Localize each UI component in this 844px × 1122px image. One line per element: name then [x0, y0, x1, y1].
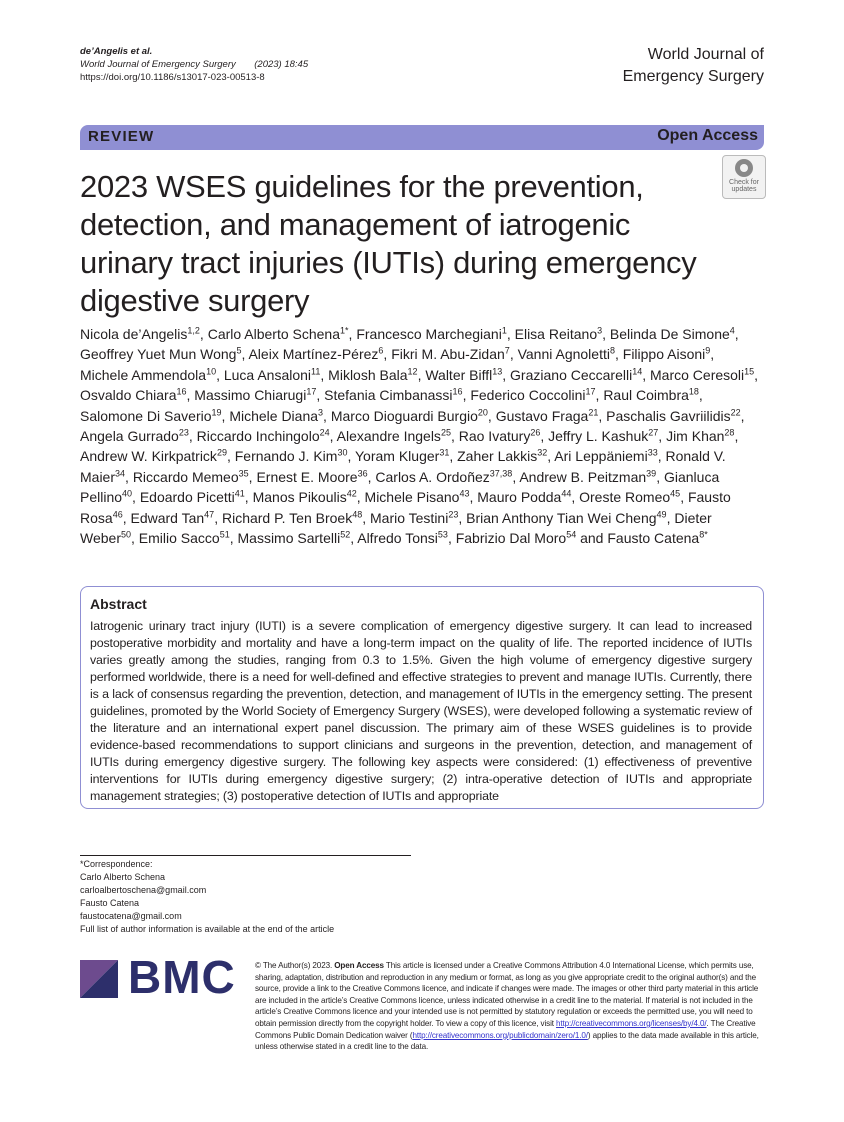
author-affiliation: 4	[729, 325, 735, 336]
citation-doi[interactable]: https://doi.org/10.1186/s13017-023-00513-8	[80, 72, 265, 83]
author-affiliation: 28	[724, 427, 735, 438]
license-part-2: . The Creative Commons Public Domain Dedication waiver (	[255, 1018, 756, 1040]
author-item[interactable]	[256, 469, 367, 485]
author-item[interactable]	[610, 326, 735, 342]
author-affiliation: 42	[346, 488, 357, 499]
author-name: Stefania Cimbanassi	[324, 387, 453, 404]
author-item[interactable]	[235, 448, 348, 464]
abstract-heading: Abstract	[90, 596, 147, 612]
article-type-banner	[80, 125, 764, 150]
journal-name-line2: Emergency Surgery	[622, 68, 764, 85]
author-affiliation: 32	[537, 447, 548, 458]
correspondence-email-1[interactable]: carloalbertoschena@gmail.com	[80, 884, 207, 895]
author-affiliation: 40	[122, 488, 133, 499]
author-affiliation: 19	[211, 406, 222, 417]
author-item[interactable]	[238, 530, 351, 546]
author-affiliation: 16	[452, 386, 463, 397]
license-link-cc-by[interactable]: http://creativecommons.org/licenses/by/4.0/	[556, 1018, 707, 1028]
correspondence-name-1: Carlo Alberto Schena	[80, 871, 166, 882]
author-name: Oreste Romeo	[579, 489, 671, 506]
author-affiliation: 29	[216, 447, 227, 458]
check-for-updates-icon	[735, 159, 753, 177]
author-name: Vanni Agnoletti	[517, 346, 610, 363]
author-name: Gustavo Fraga	[495, 407, 589, 424]
author-name: Ernest E. Moore	[256, 468, 358, 485]
author-affiliation: 34	[115, 468, 126, 479]
author-name: Walter Biffl	[425, 366, 493, 383]
author-item[interactable]	[496, 408, 599, 424]
author-list: Nicola de’Angelis$^{1,2}$, Carlo Alberto Schena$^{1*}$, Francesco Marchegiani$^1$, Elisa Reitano$^3$, Belinda De Simone$^4$, Geoffrey Yuet Mun Wong$^5$, Aleix Martínez‑Pérez$^6$, Fikri M. Abu‑Zidan$^7$, Vanni Agnoletti$^8$, Filippo Aisoni$^9$, Michele Ammendola$^{10}$, Luca Ansaloni$^{11}$, Miklosh Bala$^{12}$, Walter Biffl$^{13}$, Graziano Ceccarelli$^{14}$, Marco Ceresoli$^{15}$, Osvaldo Chiara$^{16}$, Massimo Chiarugi$^{17}$, Stefania Cimbanassi$^{16}$, Federico Coccolini$^{17}$, Raul Coimbra$^{18}$, Salomone Di Saverio$^{19}$, Michele Diana$^3$, Marco Dioguardi Burgio$^{20}$, Gustavo Fraga$^{21}$, Paschalis Gavriilidis$^{22}$, Angela Gurrado$^{23}$, Riccardo Inchingolo$^{24}$, Alexandre Ingels$^{25}$, Rao Ivatury$^{26}$, Jeffry L. Kashuk$^{27}$, Jim Khan$^{28}$, Andrew W. Kirkpatrick$^{29}$, Fernando J. Kim$^{30}$, Yoram Kluger$^{31}$, Zaher Lakkis$^{32}$, Ari Leppäniemi$^{33}$, Ronald V. Maier$^{34}$, Riccardo Memeo$^{35}$, Ernest E. Moore$^{36}$, Carlos A. Ordoñez$^{37,38}$, Andrew B. Peitzman$^{39}$, Gianluca Pellino$^{40}$, Edoardo Picetti$^{41}$, Manos Pikoulis$^{42}$, Michele Pisano$^{43}$, Mauro Podda$^{44}$, Oreste Romeo$^{45}$, Fausto Rosa$^{46}$, Edward Tan$^{47}$, Richard P. Ten Broek$^{48}$, Mario Testini$^{23}$, Brian Anthony Tian Wei Cheng$^{49}$, Dieter Weber$^{50}$, Emilio Sacco$^{51}$, Massimo Sartelli$^{52}$, Alfredo Tonsi$^{53}$, Fabrizio Dal Moro$^{54}$ and Fausto Catena$^{8*}$	[80, 325, 759, 547]
author-affiliation: 8*	[699, 529, 708, 540]
author-item[interactable]	[459, 428, 541, 444]
author-item[interactable]	[375, 469, 512, 485]
author-name: Fausto Rosa	[80, 489, 731, 526]
article-type-label: REVIEW	[88, 128, 155, 145]
author-name: Filippo Aisoni	[622, 346, 706, 363]
citation-journal-name: World Journal of Emergency Surgery	[80, 59, 236, 70]
author-item[interactable]	[80, 367, 216, 383]
author-name: Gianluca Pellino	[80, 468, 720, 506]
correspondence-label: *Correspondence:	[80, 859, 153, 869]
author-item[interactable]	[470, 387, 595, 403]
footnote-divider	[80, 855, 411, 856]
author-name: Ronald V. Maier	[80, 448, 726, 485]
author-name: Jeffry L. Kashuk	[548, 428, 649, 445]
author-affiliation: 5	[236, 345, 242, 356]
author-item[interactable]	[607, 530, 707, 546]
author-item[interactable]	[194, 387, 316, 403]
bmc-logo-icon-part	[80, 960, 118, 998]
author-affiliation: 18	[688, 386, 699, 397]
author-item[interactable]	[650, 367, 754, 383]
author-name: Michele Pisano	[364, 489, 460, 506]
author-item[interactable]	[457, 448, 547, 464]
author-affiliation: 39	[646, 468, 657, 479]
author-item[interactable]	[518, 346, 615, 362]
author-item[interactable]	[357, 530, 448, 546]
license-link-cc-zero[interactable]: http://creativecommons.org/publicdomain/zero/1.0/	[412, 1030, 588, 1040]
citation-year-volume: (2023) 18:45	[254, 59, 309, 70]
author-item[interactable]	[80, 326, 200, 342]
author-item[interactable]	[365, 489, 470, 505]
citation-journal	[80, 58, 308, 71]
author-name: Massimo Sartelli	[237, 530, 341, 547]
author-name: Marco Ceresoli	[650, 366, 745, 383]
author-name: Edoardo Picetti	[139, 489, 235, 506]
author-name: Brian Anthony Tian Wei Cheng	[466, 509, 657, 526]
author-name: Mario Testini	[370, 509, 449, 526]
author-item[interactable]	[337, 428, 451, 444]
author-affiliation: 15	[744, 366, 755, 377]
correspondence-name-2: Fausto Catena	[80, 897, 140, 908]
author-name: Yoram Kluger	[355, 448, 440, 465]
author-item[interactable]	[623, 346, 711, 362]
license-part-3: ) applies to the data made available in this article, unless otherwise stated in a credit line to the data.	[255, 1030, 759, 1052]
author-name: Carlos A. Ordoñez	[375, 468, 490, 485]
author-item[interactable]	[554, 448, 657, 464]
author-item[interactable]	[80, 408, 222, 424]
author-name: Dieter Weber	[80, 509, 712, 547]
citation-block	[80, 45, 308, 84]
author-affiliation: 31	[439, 447, 450, 458]
author-item[interactable]	[253, 489, 357, 505]
author-affiliation: 12	[407, 366, 418, 377]
author-affiliation: 17	[306, 386, 317, 397]
author-affiliation: 41	[234, 488, 245, 499]
author-affiliation: 24	[319, 427, 330, 438]
author-item[interactable]	[139, 530, 230, 546]
author-affiliation: 17	[585, 386, 596, 397]
author-item[interactable]	[456, 530, 577, 546]
bmc-logo-text: BMC	[128, 951, 236, 1003]
author-item[interactable]	[579, 489, 680, 505]
author-affiliation: 1*	[340, 325, 349, 336]
author-name: Salomone Di Saverio	[80, 407, 212, 424]
author-affiliation: 37,38	[489, 468, 513, 479]
author-name: Riccardo Memeo	[132, 468, 239, 485]
author-info-note: Full list of author information is available at the end of the article	[80, 923, 335, 934]
license-copyright: © The Author(s) 2023.	[255, 961, 333, 970]
author-affiliation: 3	[318, 406, 324, 417]
author-affiliation: 8	[609, 345, 615, 356]
author-affiliation: 23	[448, 509, 459, 519]
author-item[interactable]	[324, 387, 462, 403]
author-affiliation: 53	[437, 529, 448, 540]
author-affiliation: 49	[656, 509, 667, 519]
author-affiliation: 46	[112, 509, 123, 519]
author-name: Fabrizio Dal Moro	[455, 530, 567, 547]
author-item[interactable]	[133, 469, 249, 485]
author-name: Fausto Catena	[607, 530, 700, 547]
author-item[interactable]	[80, 387, 187, 403]
author-name: Mauro Podda	[477, 489, 562, 506]
author-affiliation: 30	[337, 447, 348, 458]
author-item[interactable]	[356, 326, 507, 342]
author-name: Fernando J. Kim	[234, 448, 338, 465]
author-name: Alfredo Tonsi	[357, 530, 438, 547]
author-affiliation: 7	[504, 345, 510, 356]
author-item[interactable]	[224, 367, 321, 383]
author-name: Raul Coimbra	[603, 387, 689, 404]
author-affiliation: 51	[219, 529, 230, 540]
author-affiliation: 33	[647, 447, 658, 458]
author-name: Rao Ivatury	[458, 428, 531, 445]
author-item[interactable]	[328, 367, 417, 383]
author-affiliation: 16	[176, 386, 187, 397]
author-item[interactable]	[548, 428, 658, 444]
article-title: 2023 WSES guidelines for the prevention, detection, and management of iatrogenic urinary tract injuries (IUTIs) during emergency digestive surgery	[80, 169, 697, 318]
author-item[interactable]	[515, 326, 603, 342]
author-affiliation: 45	[670, 488, 681, 499]
author-name: Riccardo Inchingolo	[196, 428, 320, 445]
author-name: Marco Dioguardi Burgio	[330, 407, 478, 424]
correspondence-email-2[interactable]: faustocatena@gmail.com	[80, 910, 182, 921]
author-affiliation: 27	[648, 427, 659, 438]
journal-name	[623, 44, 764, 88]
author-item[interactable]	[355, 448, 449, 464]
author-affiliation: 11	[311, 366, 321, 377]
author-affiliation: 35	[238, 468, 249, 479]
author-affiliation: 10	[206, 366, 217, 377]
author-affiliation: 47	[204, 509, 215, 519]
author-affiliation: 50	[120, 529, 131, 540]
abstract-box	[80, 586, 764, 809]
author-item[interactable]	[80, 448, 227, 464]
author-name: Francesco Marchegiani	[356, 326, 502, 342]
author-affiliation: 25	[440, 427, 451, 438]
author-item[interactable]	[222, 510, 362, 526]
author-name: Edward Tan	[130, 509, 205, 526]
author-name: Osvaldo Chiara	[80, 387, 177, 404]
author-item[interactable]	[130, 510, 214, 526]
license-text	[255, 960, 764, 1053]
author-affiliation: 23	[178, 427, 189, 438]
author-item[interactable]	[466, 510, 666, 526]
check-for-updates-line1: Check for	[729, 179, 759, 186]
author-affiliation: 22	[730, 406, 741, 417]
journal-name-line1: World Journal of	[647, 46, 764, 63]
author-item[interactable]	[477, 489, 571, 505]
author-name: Geoffrey Yuet Mun Wong	[80, 346, 237, 363]
author-item[interactable]	[229, 408, 323, 424]
author-name: Carlo Alberto Schena	[207, 326, 341, 342]
author-name: Emilio Sacco	[138, 530, 220, 547]
author-item[interactable]	[197, 428, 330, 444]
author-name: Federico Coccolini	[470, 387, 586, 404]
author-name: Andrew B. Peitzman	[519, 468, 647, 485]
author-name: Ari Leppäniemi	[554, 448, 648, 465]
author-affiliation: 36	[357, 468, 368, 479]
author-affiliation: 13	[492, 366, 503, 377]
author-item[interactable]	[603, 387, 699, 403]
author-name: Miklosh Bala	[328, 366, 408, 383]
author-name: Graziano Ceccarelli	[510, 366, 633, 383]
author-item[interactable]	[370, 510, 458, 526]
author-name: Jim Khan	[666, 428, 725, 445]
author-name: Michele Ammendola	[80, 366, 207, 383]
author-affiliation: 1,2	[187, 325, 200, 336]
author-affiliation: 14	[632, 366, 643, 377]
author-item[interactable]	[666, 428, 734, 444]
author-affiliation: 3	[597, 325, 603, 336]
author-item[interactable]	[425, 367, 502, 383]
author-affiliation: 52	[340, 529, 351, 540]
author-item[interactable]	[80, 428, 189, 444]
author-item[interactable]	[391, 346, 510, 362]
author-affiliation: 20	[477, 406, 488, 417]
author-name: Andrew W. Kirkpatrick	[80, 448, 217, 465]
author-item[interactable]	[248, 346, 383, 362]
author-affiliation: 44	[561, 488, 572, 499]
author-name: Elisa Reitano	[514, 326, 598, 342]
author-affiliation: 21	[588, 406, 599, 417]
bmc-logo	[80, 951, 240, 1003]
author-name: Angela Gurrado	[80, 428, 179, 445]
abstract-body: Iatrogenic urinary tract injury (IUTI) is a severe complication of emergency digestive surgery. It can lead to increased postoperative morbidity and mortality and have a long-term impact on the quality of life. The reported incidence of IUTIs varies greatly among the studies, ranging from 0.3 to 1.5%. Given the high volume of emergency digestive surgery performed worldwide, there is a need for well-defined and effective strategies to prevent and manage IUTIs. Currently, there is a lack of consensus regarding the prevention, detection, and management of IUTIs in the emergency setting. The present guidelines, promoted by the World Society of Emergency Surgery (WSES), were developed following a systematic review of the literature and an international expert panel discussion. The primary aim of these WSES guidelines is to provide evidence-based recommendations to support clinicians and surgeons in the prevention, detection, and management of IUTIs during emergency digestive surgery. The following key aspects were considered: (1) effectiveness of preventive interventions for IUTIs during emergency digestive surgery; (2) intra-operative detection of IUTIs and appropriate management strategies; (3) postoperative detection of IUTIs and appropriate	[90, 619, 752, 803]
author-name: Alexandre Ingels	[336, 428, 441, 445]
open-access-label: Open Access	[657, 127, 758, 144]
author-name: Massimo Chiarugi	[194, 387, 307, 404]
author-name: Paschalis Gavriilidis	[606, 407, 731, 424]
author-affiliation: 9	[705, 345, 711, 356]
author-name: Michele Diana	[229, 407, 319, 424]
author-affiliation: 43	[459, 488, 470, 499]
author-name: Nicola de’Angelis	[80, 326, 188, 342]
author-item[interactable]	[606, 408, 741, 424]
author-item[interactable]	[519, 469, 656, 485]
check-for-updates-line2: updates	[731, 186, 757, 193]
author-item[interactable]	[80, 346, 241, 362]
author-name: Luca Ansaloni	[223, 366, 312, 383]
author-name: Richard P. Ten Broek	[221, 509, 353, 526]
author-name: Manos Pikoulis	[252, 489, 347, 506]
author-name: Fikri M. Abu‑Zidan	[391, 346, 505, 363]
citation-authors: de’Angelis et al.	[80, 46, 153, 57]
license-open-access: Open Access	[334, 961, 384, 970]
author-affiliation: 54	[566, 529, 577, 540]
license-part-1: This article is licensed under a Creative Commons Attribution 4.0 International License, which permits use, sharing, adaptation, distribution and reproduction in any medium or format, as long as you give appropriate credit to the original author(s) and the source, provide a link to the Creative Commons licence, and indicate if changes were made. The images or other third party material in this article are included in the article’s Creative Commons licence, unless indicated otherwise in a credit line to the material. If material is not included in the article’s Creative Commons licence and your intended use is not permitted by statutory regulation or exceeds the permitted use, you will need to obtain permission directly from the copyright holder. To view a copy of this licence, visit	[255, 961, 759, 1028]
author-name: Aleix Martínez‑Pérez	[248, 346, 379, 363]
author-name: Belinda De Simone	[609, 326, 730, 342]
author-affiliation: 1	[501, 325, 507, 336]
author-affiliation: 48	[352, 509, 363, 519]
author-name: Zaher Lakkis	[457, 448, 538, 465]
correspondence-block	[80, 858, 334, 935]
author-item[interactable]	[510, 367, 642, 383]
author-affiliation: 26	[530, 427, 541, 438]
author-item[interactable]	[140, 489, 245, 505]
author-item[interactable]	[208, 326, 349, 342]
author-affiliation: 6	[378, 345, 384, 356]
author-item[interactable]	[331, 408, 488, 424]
